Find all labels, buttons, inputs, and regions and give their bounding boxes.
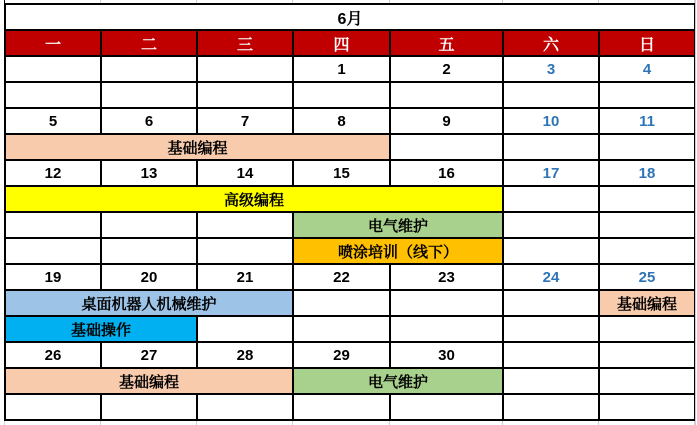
empty-cell[interactable] (390, 316, 503, 342)
training-calendar-sheet (4, 3, 696, 421)
week5-events-row (5, 368, 695, 394)
week3-events-row-2 (5, 212, 695, 238)
empty-cell[interactable] (599, 212, 695, 238)
date-12[interactable]: 12 (5, 160, 101, 186)
empty-cell[interactable] (101, 82, 197, 108)
date-17[interactable]: 17 (503, 160, 599, 186)
date-2[interactable]: 2 (390, 56, 503, 82)
week3-dates-row (5, 160, 695, 186)
date-30[interactable]: 30 (390, 342, 503, 368)
empty-cell[interactable] (197, 238, 293, 264)
weekday-mon[interactable]: 一 (5, 30, 101, 56)
date-7[interactable]: 7 (197, 108, 293, 134)
date-20[interactable]: 20 (101, 264, 197, 290)
date-8[interactable]: 8 (293, 108, 390, 134)
calendar-table (4, 3, 696, 421)
bottom-gridline-tick (598, 421, 599, 425)
empty-cell[interactable] (5, 238, 101, 264)
empty-cell[interactable] (503, 342, 599, 368)
date-22[interactable]: 22 (293, 264, 390, 290)
event-basic-operation[interactable]: 基础操作 (5, 316, 197, 342)
empty-cell[interactable] (599, 342, 695, 368)
trailing-empty-row (5, 394, 695, 420)
bottom-gridline-tick (694, 421, 695, 425)
week2-events-row (5, 134, 695, 160)
empty-cell[interactable] (390, 134, 503, 160)
bottom-gridline-tick (100, 421, 101, 425)
empty-cell[interactable] (101, 238, 197, 264)
date-26[interactable]: 26 (5, 342, 101, 368)
empty-cell[interactable] (390, 290, 503, 316)
empty-cell[interactable] (599, 186, 695, 212)
date-21[interactable]: 21 (197, 264, 293, 290)
empty-cell[interactable] (503, 290, 599, 316)
empty-cell[interactable] (390, 82, 503, 108)
empty-cell[interactable] (197, 56, 293, 82)
month-title-row (5, 4, 695, 30)
week1-dates-row (5, 56, 695, 82)
bottom-gridline-tick (196, 421, 197, 425)
empty-cell[interactable] (197, 394, 293, 420)
weekday-fri[interactable]: 五 (390, 30, 503, 56)
empty-cell[interactable] (293, 316, 390, 342)
event-desktop-robot-mechanical-maintenance[interactable]: 桌面机器人机械维护 (5, 290, 293, 316)
date-15[interactable]: 15 (293, 160, 390, 186)
empty-cell[interactable] (599, 316, 695, 342)
empty-cell[interactable] (503, 134, 599, 160)
weekday-sun[interactable]: 日 (599, 30, 695, 56)
bottom-gridline-tick (502, 421, 503, 425)
week1-events-row (5, 82, 695, 108)
date-3[interactable]: 3 (503, 56, 599, 82)
empty-cell[interactable] (503, 212, 599, 238)
empty-cell[interactable] (5, 56, 101, 82)
date-10[interactable]: 10 (503, 108, 599, 134)
date-19[interactable]: 19 (5, 264, 101, 290)
weekday-header-row (5, 30, 695, 56)
event-electrical-maintenance[interactable]: 电气维护 (293, 212, 503, 238)
date-16[interactable]: 16 (390, 160, 503, 186)
event-basic-programming[interactable]: 基础编程 (5, 368, 293, 394)
week4-events-row-1 (5, 290, 695, 316)
week4-dates-row (5, 264, 695, 290)
date-9[interactable]: 9 (390, 108, 503, 134)
date-14[interactable]: 14 (197, 160, 293, 186)
date-24[interactable]: 24 (503, 264, 599, 290)
week3-events-row-3 (5, 238, 695, 264)
week3-events-row-1 (5, 186, 695, 212)
empty-cell[interactable] (293, 394, 390, 420)
date-5[interactable]: 5 (5, 108, 101, 134)
date-29[interactable]: 29 (293, 342, 390, 368)
event-basic-programming[interactable]: 基础编程 (5, 134, 390, 160)
date-13[interactable]: 13 (101, 160, 197, 186)
weekday-thu[interactable]: 四 (293, 30, 390, 56)
empty-cell[interactable] (390, 394, 503, 420)
empty-cell[interactable] (599, 134, 695, 160)
weekday-wed[interactable]: 三 (197, 30, 293, 56)
week4-events-row-2 (5, 316, 695, 342)
event-advanced-programming[interactable]: 高级编程 (5, 186, 503, 212)
week5-dates-row (5, 342, 695, 368)
empty-cell[interactable] (5, 212, 101, 238)
event-basic-programming[interactable]: 基础编程 (599, 290, 695, 316)
date-6[interactable]: 6 (101, 108, 197, 134)
empty-cell[interactable] (197, 316, 293, 342)
empty-cell[interactable] (293, 290, 390, 316)
date-25[interactable]: 25 (599, 264, 695, 290)
empty-cell[interactable] (599, 394, 695, 420)
weekday-sat[interactable]: 六 (503, 30, 599, 56)
empty-cell[interactable] (101, 56, 197, 82)
date-1[interactable]: 1 (293, 56, 390, 82)
empty-cell[interactable] (101, 394, 197, 420)
date-27[interactable]: 27 (101, 342, 197, 368)
empty-cell[interactable] (599, 82, 695, 108)
date-4[interactable]: 4 (599, 56, 695, 82)
empty-cell[interactable] (503, 368, 599, 394)
empty-cell[interactable] (503, 316, 599, 342)
empty-cell[interactable] (197, 82, 293, 108)
month-title[interactable]: 6月 (5, 4, 695, 30)
empty-cell[interactable] (503, 238, 599, 264)
week2-dates-row (5, 108, 695, 134)
empty-cell[interactable] (293, 82, 390, 108)
empty-cell[interactable] (5, 82, 101, 108)
empty-cell[interactable] (197, 212, 293, 238)
date-28[interactable]: 28 (197, 342, 293, 368)
event-electrical-maintenance[interactable]: 电气维护 (293, 368, 503, 394)
empty-cell[interactable] (503, 186, 599, 212)
date-11[interactable]: 11 (599, 108, 695, 134)
bottom-gridline-tick (292, 421, 293, 425)
empty-cell[interactable] (599, 238, 695, 264)
empty-cell[interactable] (101, 212, 197, 238)
empty-cell[interactable] (5, 394, 101, 420)
bottom-gridline-tick (389, 421, 390, 425)
weekday-tue[interactable]: 二 (101, 30, 197, 56)
bottom-gridline-tick (4, 421, 5, 425)
empty-cell[interactable] (503, 394, 599, 420)
date-23[interactable]: 23 (390, 264, 503, 290)
date-18[interactable]: 18 (599, 160, 695, 186)
event-spray-training-offline[interactable]: 喷涂培训（线下） (293, 238, 503, 264)
empty-cell[interactable] (503, 82, 599, 108)
empty-cell[interactable] (599, 368, 695, 394)
